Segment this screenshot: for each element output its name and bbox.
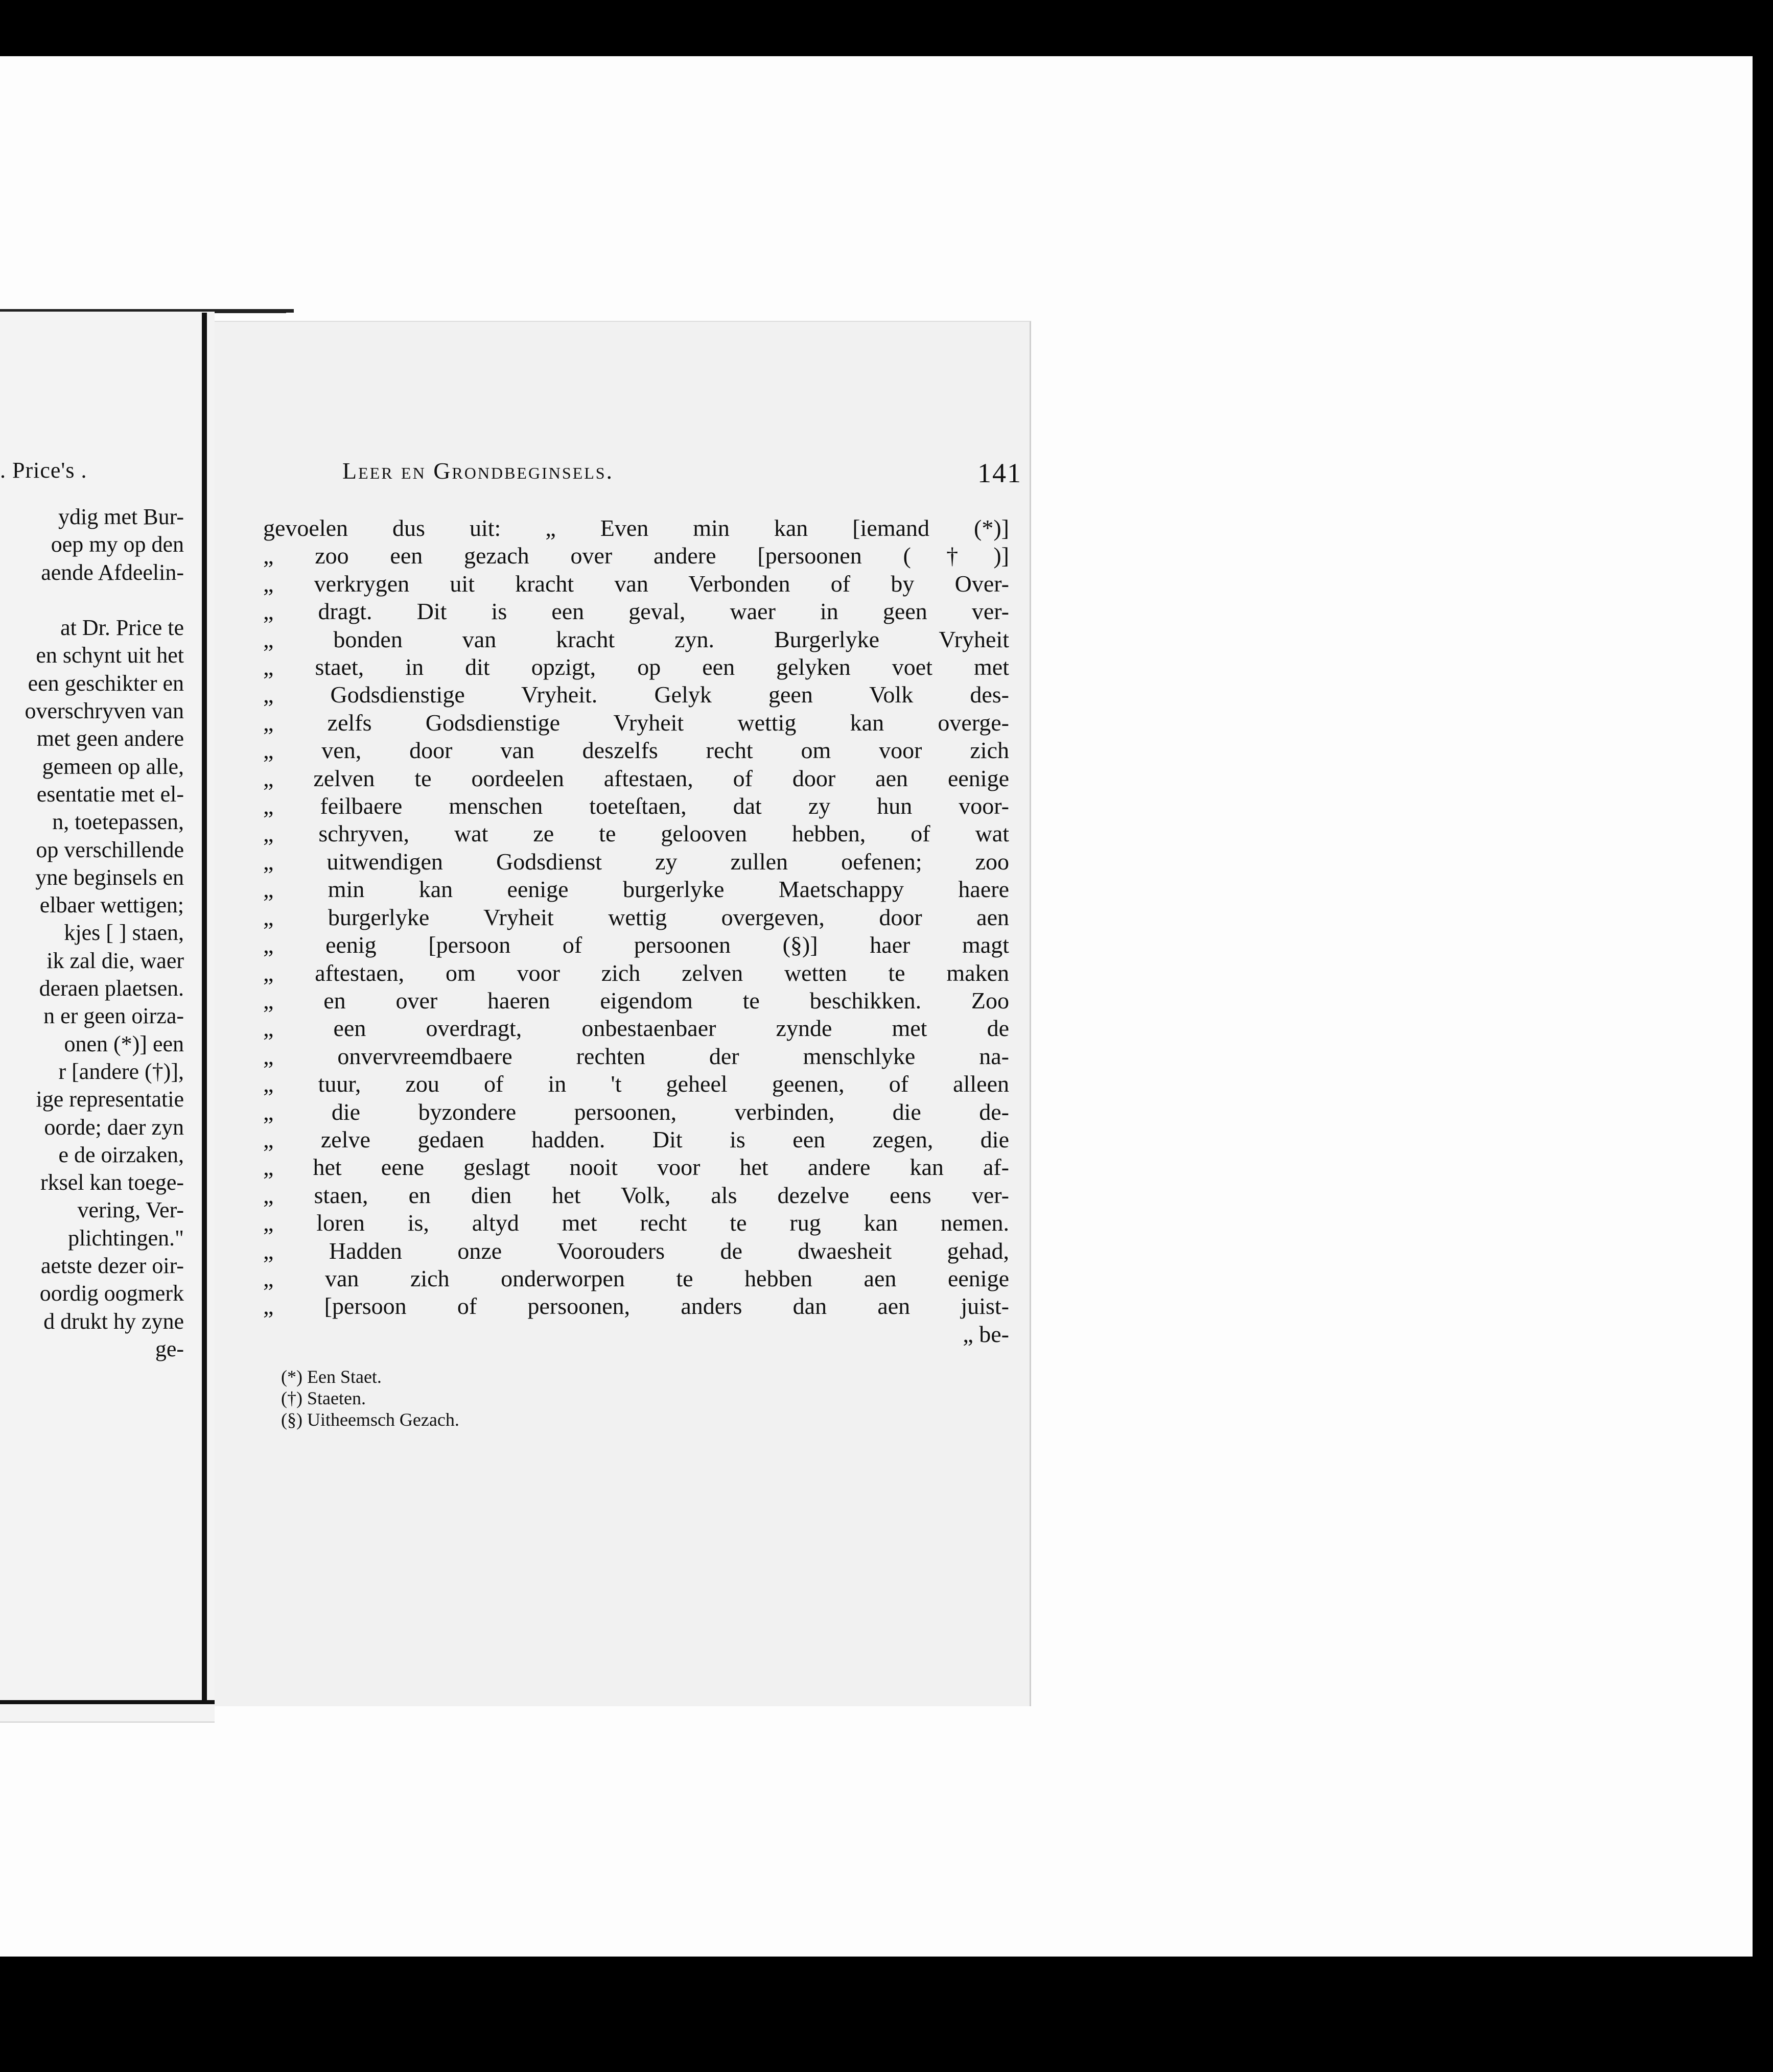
text-line: „ onvervreemdbaere rechten der menschlyke na- <box>263 1043 1009 1069</box>
text-line: met geen andere <box>36 726 184 751</box>
text-line: „ het eene geslagt nooit voor het andere kan af- <box>263 1154 1009 1181</box>
text-line: „ min kan eenige burgerlyke Maetschappy haere <box>263 876 1009 903</box>
text-line: „ van zich onderworpen te hebben aen eenige <box>263 1265 1009 1291</box>
text-line: r [andere (†)], <box>58 1058 184 1084</box>
running-head <box>342 457 1022 488</box>
text-line: „ en over haeren eigendom te beschikken. Zoo <box>263 987 1009 1014</box>
text-line: onen (*)] een <box>64 1031 184 1056</box>
left-running-head: . Price's . <box>0 458 87 483</box>
text-line: „ Godsdienstige Vryheit. Gelyk geen Volk des- <box>263 681 1009 708</box>
text-line: „ loren is, altyd met recht te rug kan nemen. <box>263 1210 1009 1236</box>
right-page <box>215 321 1031 1706</box>
text-line: oordig oogmerk <box>39 1281 184 1306</box>
text-line: plichtingen." <box>68 1225 184 1251</box>
text-line: „ verkrygen uit kracht van Verbonden of by Over- <box>263 570 1009 597</box>
gutter-rule <box>202 313 207 1702</box>
text-line: „ een overdragt, onbestaenbaer zynde met de <box>263 1015 1009 1042</box>
text-line: ydig met Bur- <box>58 504 184 529</box>
text-line: „ feilbaere menschen toeteſtaen, dat zy hun voor- <box>263 793 1009 819</box>
text-line: op verschillende <box>36 837 184 862</box>
text-line: „ Hadden onze Voorouders de dwaesheit gehad, <box>263 1237 1009 1264</box>
text-line <box>0 586 184 614</box>
text-line: n er geen oirza- <box>43 1003 184 1029</box>
text-line: yne beginsels en <box>35 864 184 890</box>
footnotes <box>281 1366 639 1430</box>
text-line: „ tuur, zou of in 't geheel geenen, of alleen <box>263 1071 1009 1097</box>
text-line: „ staen, en dien het Volk, als dezelve eens ver- <box>263 1182 1009 1208</box>
text-line: aetste dezer oir- <box>40 1253 184 1279</box>
text-line: rksel kan toege- <box>40 1170 184 1195</box>
text-line: „ zelve gedaen hadden. Dit is een zegen, die <box>263 1126 1009 1152</box>
footnote: (†) Staeten. <box>281 1388 366 1408</box>
right-page-top-rule <box>215 309 294 313</box>
text-line: „ zoo een gezach over andere [persoonen (†)] <box>263 543 1009 569</box>
text-line: „ zelven te oordeelen aftestaen, of door aen eenige <box>263 765 1009 791</box>
text-line: „ [persoon of persoonen, anders dan aen juist- <box>263 1293 1009 1320</box>
text-line: overschryven van <box>25 698 184 724</box>
text-line: „ ven, door van deszelfs recht om voor zich <box>263 737 1009 764</box>
text-line: kjes [ ] staen, <box>64 920 184 946</box>
body-text <box>263 514 1009 1348</box>
text-line: d drukt hy zyne <box>43 1308 184 1334</box>
text-line: en schynt uit het <box>36 643 184 668</box>
page-number: 141 <box>977 458 1022 488</box>
text-line: deraen plaetsen. <box>39 976 184 1001</box>
text-line: gemeen op alle, <box>42 754 184 779</box>
text-line: oep my op den <box>51 532 184 557</box>
text-line: „ die byzondere persoonen, verbinden, die de- <box>263 1098 1009 1125</box>
text-line: „ bonden van kracht zyn. Burgerlyke Vryheit <box>263 626 1009 652</box>
text-line: „ be- <box>963 1321 1009 1347</box>
scan-margin <box>1712 56 1753 1957</box>
text-line: „ schryven, wat ze te gelooven hebben, of wat <box>263 820 1009 847</box>
text-line: ige representatie <box>36 1087 184 1112</box>
text-line: vering, Ver- <box>77 1197 184 1223</box>
text-line: „ eenig [persoon of persoonen (§)] haer magt <box>263 932 1009 958</box>
text-line: een geschikter en <box>28 670 184 696</box>
text-line: gevoelen dus uit: „ Even min kan [iemand (*)] <box>263 515 1009 541</box>
left-page <box>0 312 215 1723</box>
left-bottom-rule <box>0 1700 220 1704</box>
text-line: ge- <box>155 1336 184 1361</box>
text-line: elbaer wettigen; <box>39 892 184 918</box>
running-head-title: Leer en Grondbeginsels. <box>342 458 614 484</box>
text-line: esentatie met el- <box>36 781 184 807</box>
footnote: (§) Uitheemsch Gezach. <box>281 1409 459 1430</box>
text-line: oorde; daer zyn <box>44 1114 184 1140</box>
text-line: „ aftestaen, om voor zich zelven wetten te maken <box>263 959 1009 986</box>
text-line: „ burgerlyke Vryheit wettig overgeven, door aen <box>263 904 1009 930</box>
text-line: „ staet, in dit opzigt, op een gelyken voet met <box>263 654 1009 680</box>
text-line: n, toetepassen, <box>52 809 184 835</box>
text-line: at Dr. Price te <box>60 615 184 641</box>
footnote: (*) Een Staet. <box>281 1367 382 1387</box>
text-line: „ zelfs Godsdienstige Vryheit wettig kan overge- <box>263 709 1009 736</box>
text-line: „ dragt. Dit is een geval, waer in geen ver- <box>263 598 1009 625</box>
text-line: aende Afdeelin- <box>41 559 184 585</box>
text-line: e de oirzaken, <box>58 1142 184 1167</box>
text-line: „ uitwendigen Godsdienst zy zullen oefenen; zoo <box>263 848 1009 875</box>
text-line: ik zal die, waer <box>46 948 184 973</box>
left-page-text <box>0 503 184 1363</box>
